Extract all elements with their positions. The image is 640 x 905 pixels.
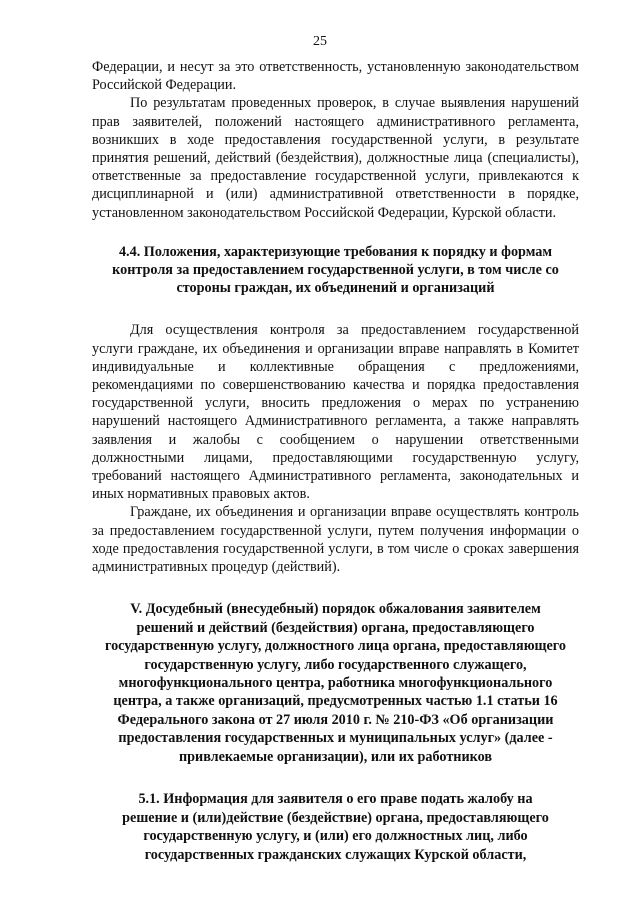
paragraph-inspection-results: По результатам проведенных проверок, в случае выявления нарушений прав заявителей, положений настоящего административного регламента, возникших в ходе предоставления государственной услуги, в результате принятия решений, действий (бездействия), должностные лица (специалисты), ответственные за предоставление государственной услуги, привлекаются к дисциплинарной и (или) административной ответственности в порядке, установленном законодательством Российской Федерации, Курской области. — [92, 95, 579, 221]
paragraph-information-access: Граждане, их объединения и организации вправе осуществлять контроль за предоставлением государственной услуги, путем получения информации о ходе предоставления государственной услуги, в том числе о сроках завершения административных процедур (действий). — [92, 504, 579, 576]
page-number: 25 — [313, 34, 327, 49]
section-heading-4-4: 4.4. Положения, характеризующие требования к порядку и формам контроля за предоставлением государственной услуги, в том числе со стороны граждан, их объединений и организаций — [112, 243, 559, 297]
section-heading-5-1: 5.1. Информация для заявителя о его праве подать жалобу на решение и (или)действие (бездействие) органа, предоставляющего государственную услугу, и (или) его должностных лиц, либо государственных гражданских служащих Курской области, — [122, 790, 549, 863]
section-heading-v: V. Досудебный (внесудебный) порядок обжалования заявителем решений и действий (бездействия) органа, предоставляющего государственную услугу, должностного лица органа, предоставляющего государственную услугу, либо государственного служащего, многофункционального центра, работника многофункционального центра, а также организаций, предусмотренных частью 1.1 статьи 16 Федерального закона от 27 июля 2010 г. № 210-ФЗ «Об организации предоставления государственных и муниципальных услуг» (далее - привлекаемые организации), или их работников — [104, 601, 566, 765]
paragraph-liability-continuation: Федерации, и несут за это ответственность, установленную законодательством Российской Федерации. — [92, 59, 579, 94]
paragraph-citizen-control: Для осуществления контроля за предоставлением государственной услуги граждане, их объединения и организации вправе направлять в Комитет индивидуальные и коллективные обращения с предложениями, рекомендациями по совершенствованию качества и порядка предоставления государственной услуги, вносить предложения о мерах по устранению нарушений настоящего Административного регламента, а также направлять заявления и жалобы с сообщением о нарушении ответственными должностными лицами, предоставляющими государственную услугу, требований настоящего Административного регламента, законодательных и иных нормативных правовых актов. — [92, 322, 579, 503]
document-body — [92, 58, 579, 864]
